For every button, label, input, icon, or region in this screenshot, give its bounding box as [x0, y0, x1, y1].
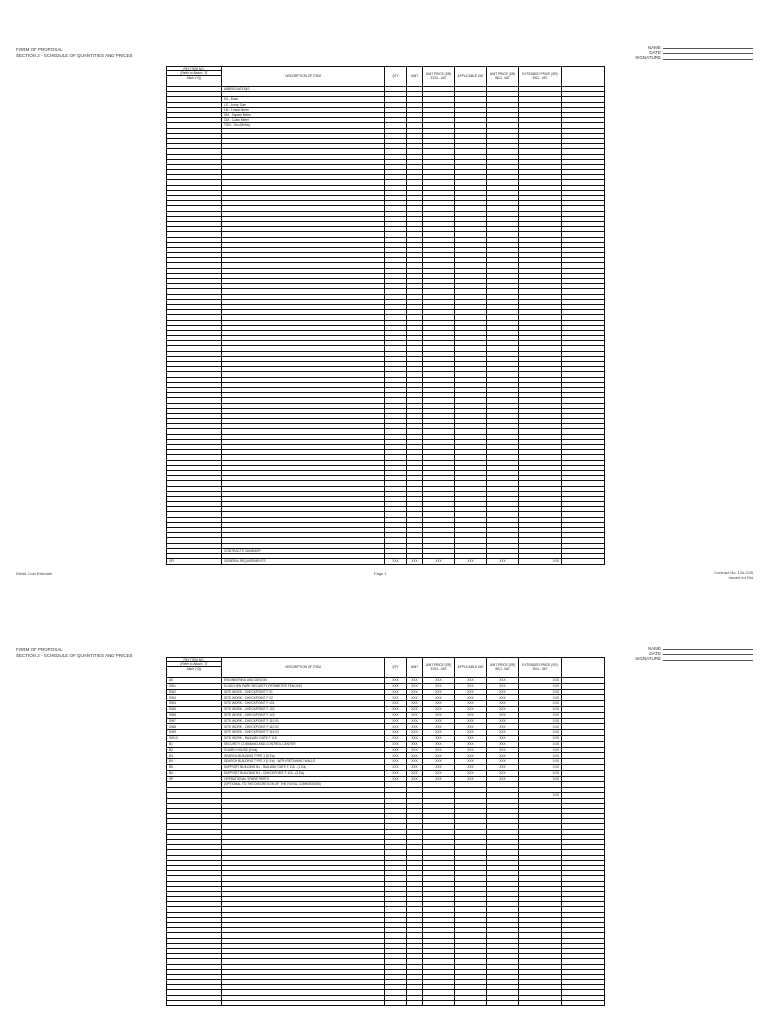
- item-description: SITE WORK - CHECKPOINT F 02: [222, 695, 385, 701]
- quantities-table: [166, 66, 605, 565]
- unit-cell: XXX: [407, 712, 423, 718]
- unit-price-incl-header: UNIT PRICE (SR) INCL. VAT: [487, 67, 519, 87]
- unit-cell: XXX: [407, 730, 423, 736]
- page-number: Page 1: [374, 571, 387, 576]
- page-2: [0, 610, 768, 1024]
- unit-price-incl-cell: XXX: [487, 735, 519, 741]
- vat-cell: XXX: [455, 753, 487, 759]
- vat-cell: XXX: [455, 724, 487, 730]
- item-description: SUPPORT BUILDING B1 - RAILWAY GATE F 115 - (1 Ea): [222, 764, 385, 770]
- signature-label: SIGNATURE: [635, 656, 661, 662]
- unit-price-excl-cell: XXX: [423, 678, 455, 684]
- form-title: FORM OF PROPOSAL: [16, 647, 63, 652]
- item-description: SITE WORK - CHECKPOINT F 101: [222, 701, 385, 707]
- extended-price-cell: 0.00: [519, 730, 562, 736]
- abbreviation-text: CM - Cubic Meter: [222, 118, 385, 123]
- unit-price-incl-cell: XXX: [487, 747, 519, 753]
- name-label: NAME: [647, 646, 661, 651]
- item-description: SECURITY COMMAND AND CONTROL CENTER: [222, 741, 385, 747]
- signature-block: [627, 646, 753, 662]
- form-title: FORM OF PROPOSAL: [16, 47, 63, 52]
- extended-price-cell: 0.00: [519, 753, 562, 759]
- unit-price-excl-cell: XXX: [423, 724, 455, 730]
- pay-item-no: SW9: [167, 730, 222, 736]
- issue-status: Issued for Bid: [728, 574, 753, 580]
- qty-cell: XXX: [385, 730, 407, 736]
- unit-cell: XXX: [407, 695, 423, 701]
- qty-cell: XXX: [385, 770, 407, 776]
- vat-cell: XXX: [455, 678, 487, 684]
- contract-number: Contract No. 12#-C05: [714, 570, 753, 575]
- item-description: KLASCHEN PARK SECURITY PERIMETER FENCING: [222, 683, 385, 689]
- qty-cell: XXX: [385, 753, 407, 759]
- unit-price-incl-cell: XXX: [487, 706, 519, 712]
- vat-cell: XXX: [455, 712, 487, 718]
- pay-item-header: PAY ITEM NO. (Refer to Attach. 'D' Attch 2.0)): [167, 658, 222, 678]
- unit-cell: XXX: [407, 747, 423, 753]
- pay-item-no: SW6: [167, 712, 222, 718]
- unit-price-excl-cell: XXX: [423, 683, 455, 689]
- extended-price-cell: 0.00: [519, 776, 562, 782]
- unit-cell: XXX: [407, 753, 423, 759]
- unit-cell: XXX: [407, 689, 423, 695]
- pay-item-no: B6: [167, 770, 222, 776]
- unit-cell: XXX: [407, 718, 423, 724]
- unit-price-incl-header: UNIT PRICE (SR) INCL. VAT: [487, 658, 519, 678]
- extended-price-cell: 0.00: [519, 689, 562, 695]
- qty-cell: XXX: [385, 706, 407, 712]
- description-header: DESCRIPTION OF ITEM: [222, 658, 385, 678]
- extended-price-cell: 0.00: [519, 718, 562, 724]
- pay-item-no: SW10: [167, 735, 222, 741]
- qty-cell: XXX: [385, 718, 407, 724]
- unit-price-excl-cell: XXX: [423, 753, 455, 759]
- unit-cell: XXX: [407, 706, 423, 712]
- extended-price-cell: 0.00: [519, 695, 562, 701]
- item-description: SITE WORK - CHECKPOINT F 01: [222, 689, 385, 695]
- unit-cell: XXX: [407, 724, 423, 730]
- extended-price-cell: 0.00: [519, 559, 562, 565]
- unit-price-excl-cell: XXX: [423, 735, 455, 741]
- unit-price-incl-cell: XXX: [487, 764, 519, 770]
- unit-header: UNIT: [407, 67, 423, 87]
- signature-block: [627, 45, 753, 61]
- item-description: SITE WORK - RAILWAY GATE F 115: [222, 735, 385, 741]
- vat-cell: XXX: [455, 689, 487, 695]
- spare-header: [562, 658, 605, 678]
- item-description: SEARCH BUILDING TYPE 1 (6 Ea): [222, 753, 385, 759]
- qty-cell: XXX: [385, 712, 407, 718]
- vat-cell: XXX: [455, 776, 487, 782]
- extended-price-cell: 0.00: [519, 764, 562, 770]
- item-description: OPERATIONAL SPARE PARTS: [222, 776, 385, 782]
- qty-cell: XXX: [385, 724, 407, 730]
- pay-item-no: B4: [167, 759, 222, 765]
- qty-cell: XXX: [385, 764, 407, 770]
- signature-label: SIGNATURE: [635, 55, 661, 61]
- name-field: [663, 46, 753, 49]
- pay-item-no: SW1: [167, 683, 222, 689]
- unit-price-incl-cell: XXX: [487, 683, 519, 689]
- extended-price-cell: 0.00: [519, 735, 562, 741]
- extended-price-cell: 0.00: [519, 683, 562, 689]
- vat-cell: XXX: [455, 683, 487, 689]
- name-field: [663, 647, 753, 650]
- unit-cell: XXX: [407, 741, 423, 747]
- abbreviation-text: EA - Each: [222, 97, 385, 102]
- extended-price-cell: 0.00: [519, 741, 562, 747]
- vat-cell: XXX: [455, 770, 487, 776]
- abbreviations-title: ABBREVIATIONS: [224, 87, 250, 91]
- extended-price-cell: 0.00: [519, 701, 562, 707]
- abbreviation-text: LS - Lump Sum: [222, 102, 385, 107]
- unit-price-excl-header: UNIT PRICE (SR) EXCL. VAT: [423, 67, 455, 87]
- unit-price-excl-cell: XXX: [423, 706, 455, 712]
- empty-row: [167, 1000, 605, 1005]
- pay-item-no: SW3: [167, 695, 222, 701]
- qty-cell: XXX: [385, 759, 407, 765]
- form-header: [16, 647, 133, 658]
- quantities-table: [166, 657, 605, 1006]
- pay-item-no: GR: [167, 559, 222, 565]
- unit-price-incl-cell: XXX: [487, 770, 519, 776]
- unit-cell: XXX: [407, 770, 423, 776]
- extended-price-cell: 0.00: [519, 706, 562, 712]
- table-header-row: [167, 658, 605, 678]
- unit-price-excl-cell: XXX: [423, 770, 455, 776]
- abbreviation-text: SM - Square Meter: [222, 113, 385, 118]
- vat-cell: XXX: [455, 759, 487, 765]
- unit-price-excl-cell: XXX: [423, 689, 455, 695]
- abbreviation-text: LM - Lineal Meter: [222, 107, 385, 112]
- unit-header: UNIT: [407, 658, 423, 678]
- pay-item-no: B5: [167, 764, 222, 770]
- unit-price-excl-cell: XXX: [423, 776, 455, 782]
- extended-price-cell: 0.00: [519, 747, 562, 753]
- item-description: SITE WORK - CHECKPOINT F 103: [222, 712, 385, 718]
- unit-price-excl-cell: XXX: [423, 718, 455, 724]
- form-section: SECTION 2 - SCHEDULE OF QUANTITIES AND PRICES: [16, 52, 133, 58]
- unit-cell: XXX: [407, 735, 423, 741]
- total-amount: 0.00: [519, 792, 562, 798]
- signature-field: [663, 57, 753, 60]
- unit-cell: XXX: [407, 678, 423, 684]
- unit-price-excl-cell: XXX: [423, 747, 455, 753]
- unit-price-excl-cell: XXX: [423, 741, 455, 747]
- vat-cell: XXX: [455, 730, 487, 736]
- unit-cell: XXX: [407, 683, 423, 689]
- unit-price-excl-cell: XXX: [423, 559, 455, 565]
- table-header-row: [167, 67, 605, 87]
- unit-cell: XXX: [407, 776, 423, 782]
- vat-cell: XXX: [455, 764, 487, 770]
- vat-cell: XXX: [455, 718, 487, 724]
- vat-cell: XXX: [455, 741, 487, 747]
- unit-price-excl-cell: XXX: [423, 701, 455, 707]
- unit-price-incl-cell: XXX: [487, 718, 519, 724]
- item-description: SEARCH BUILDING TYPE 2 (1 Ea) - WITH RETAINING WALLS: [222, 759, 385, 765]
- unit-price-incl-cell: XXX: [487, 730, 519, 736]
- unit-price-excl-cell: XXX: [423, 759, 455, 765]
- signature-field: [663, 658, 753, 661]
- contracts-summary-title: CONTRACTS SUMMARY: [224, 548, 261, 553]
- unit-cell: XXX: [407, 759, 423, 765]
- pay-item-header: PAY ITEM NO. (Refer to Attach. 'D' Attch 2.0)): [167, 67, 222, 87]
- qty-header: QTY: [385, 67, 407, 87]
- pay-item-no: B2: [167, 747, 222, 753]
- unit-price-excl-cell: XXX: [423, 695, 455, 701]
- abbreviation-text: TON - Ton (Metric): [222, 123, 385, 128]
- qty-cell: XXX: [385, 559, 407, 565]
- vat-cell: XXX: [455, 706, 487, 712]
- item-description: SITE WORK - CHECKPOINT F 110 02: [222, 724, 385, 730]
- applicable-vat-header: APPLICABLE VAT: [455, 658, 487, 678]
- unit-price-excl-header: UNIT PRICE (SR) EXCL. VAT: [423, 658, 455, 678]
- unit-price-incl-cell: XXX: [487, 741, 519, 747]
- form-section: SECTION 2 - SCHEDULE OF QUANTITIES AND PRICES: [16, 652, 133, 658]
- unit-price-incl-cell: XXX: [487, 559, 519, 565]
- vat-cell: XXX: [455, 701, 487, 707]
- item-description: SITE WORK - CHECKPOINT F 110 01: [222, 718, 385, 724]
- unit-cell: XXX: [407, 559, 423, 565]
- item-description: SITE WORK - CHECKPOINT F 115 02: [222, 730, 385, 736]
- unit-price-incl-cell: XXX: [487, 701, 519, 707]
- unit-cell: XXX: [407, 701, 423, 707]
- pay-item-no: SW8: [167, 724, 222, 730]
- unit-price-incl-cell: XXX: [487, 712, 519, 718]
- extended-price-header: EXTENDED PRICE (SR) INCL. VAT: [519, 658, 562, 678]
- extended-price-header: EXTENDED PRICE (SR) INCL. VAT: [519, 67, 562, 87]
- date-label: DATE: [649, 651, 661, 657]
- unit-price-excl-cell: XXX: [423, 730, 455, 736]
- qty-cell: XXX: [385, 747, 407, 753]
- unit-price-incl-cell: XXX: [487, 695, 519, 701]
- qty-cell: XXX: [385, 735, 407, 741]
- vat-cell: XXX: [455, 735, 487, 741]
- vat-cell: XXX: [455, 747, 487, 753]
- date-field: [663, 652, 753, 655]
- unit-price-incl-cell: XXX: [487, 759, 519, 765]
- unit-price-incl-cell: XXX: [487, 753, 519, 759]
- vat-cell: XXX: [455, 559, 487, 565]
- qty-cell: XXX: [385, 701, 407, 707]
- qty-cell: XXX: [385, 741, 407, 747]
- unit-price-incl-cell: XXX: [487, 678, 519, 684]
- qty-cell: XXX: [385, 678, 407, 684]
- date-field: [663, 51, 753, 54]
- pay-item-no: B1: [167, 741, 222, 747]
- pay-item-no: AE: [167, 678, 222, 684]
- date-label: DATE: [649, 50, 661, 56]
- pay-item-no: SP: [167, 776, 222, 782]
- qty-cell: XXX: [385, 689, 407, 695]
- item-description: SUPPORT BUILDING B1 - CHECKPOINT F 115 - (3 Ea): [222, 770, 385, 776]
- qty-cell: XXX: [385, 695, 407, 701]
- extended-price-cell: 0.00: [519, 724, 562, 730]
- form-header: [16, 47, 133, 58]
- pay-item-no: SW7: [167, 718, 222, 724]
- pay-item-no: B3: [167, 753, 222, 759]
- footer-left: Detail Cost Estimate: [16, 571, 53, 576]
- extended-price-cell: 0.00: [519, 712, 562, 718]
- vat-cell: XXX: [455, 695, 487, 701]
- item-description: GENERAL REQUIREMENTS: [222, 559, 385, 565]
- item-description: ENGINEERING AND DESIGN: [222, 678, 385, 684]
- pay-item-no: SW5: [167, 706, 222, 712]
- item-description: SITE WORK - CHECKPOINT F 102: [222, 706, 385, 712]
- optional-note: (OPTIONAL TO THE DISCRETION OF THE ROYAL COMMISSION): [222, 782, 385, 787]
- qty-cell: XXX: [385, 683, 407, 689]
- unit-price-excl-cell: XXX: [423, 712, 455, 718]
- unit-price-incl-cell: XXX: [487, 776, 519, 782]
- unit-price-incl-cell: XXX: [487, 689, 519, 695]
- extended-price-cell: 0.00: [519, 678, 562, 684]
- applicable-vat-header: APPLICABLE VAT: [455, 67, 487, 87]
- qty-header: QTY: [385, 658, 407, 678]
- extended-price-cell: 0.00: [519, 770, 562, 776]
- pay-item-no: SW4: [167, 701, 222, 707]
- unit-cell: XXX: [407, 764, 423, 770]
- spare-header: [562, 67, 605, 87]
- name-label: NAME: [647, 45, 661, 50]
- extended-price-cell: 0.00: [519, 759, 562, 765]
- description-header: DESCRIPTION OF ITEM: [222, 67, 385, 87]
- pay-item-no: SW2: [167, 689, 222, 695]
- general-requirements-row: [167, 559, 605, 565]
- footer-right: [714, 571, 753, 580]
- unit-price-incl-cell: XXX: [487, 724, 519, 730]
- qty-cell: XXX: [385, 776, 407, 782]
- unit-price-excl-cell: XXX: [423, 764, 455, 770]
- item-description: GUARD HOUSE (9 Ea): [222, 747, 385, 753]
